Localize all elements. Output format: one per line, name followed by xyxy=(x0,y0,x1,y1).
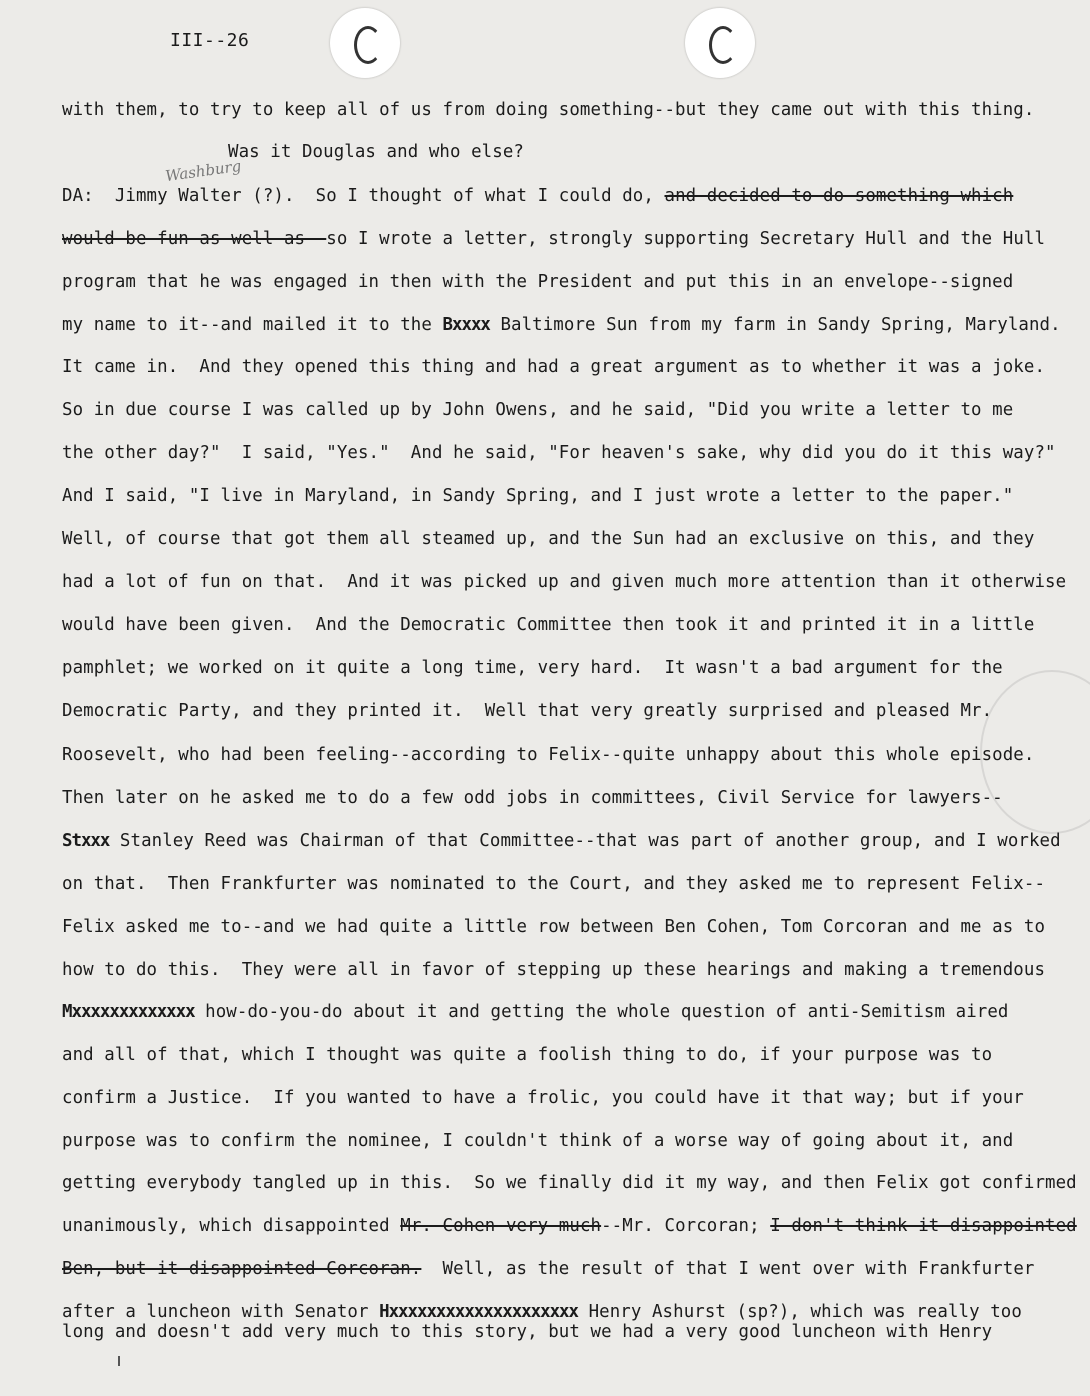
line-29-text-2: Henry Ashurst (sp?), which was really too xyxy=(588,1302,1022,1322)
text-line-15: Democratic Party, and they printed it. Well that very greatly surprised and pleased Mr. xyxy=(62,701,993,721)
handwritten-annotation: Washburg xyxy=(164,156,243,186)
text-line-2: Was it Douglas and who else? xyxy=(228,142,524,162)
xed-out-text: Mxxxxxxxxxxxxx xyxy=(62,1002,195,1022)
text-line-17: Then later on he asked me to do a few odd jobs in committees, Civil Service for lawyers-- xyxy=(62,788,1003,808)
text-line-26: getting everybody tangled up in this. So we finally did it my way, and then Felix got confirmed xyxy=(62,1173,1077,1193)
struck-text: I don't think it disappointed xyxy=(770,1216,1077,1236)
line-28-text: Well, as the result of that I went over with Frankfurter xyxy=(421,1259,1035,1279)
text-line-27 xyxy=(62,1216,1077,1236)
text-line-30: long and doesn't add very much to this story, but we had a very good luncheon with Henry xyxy=(62,1322,993,1342)
text-line-1: with them, to try to keep all of us from doing something--but they came out with this thing. xyxy=(62,100,1035,120)
struck-text: Mr. Cohen very much xyxy=(400,1216,602,1236)
line-27-text-2: --Mr. Corcoran; xyxy=(601,1216,771,1236)
line-18-text: Stanley Reed was Chairman of that Committee--that was part of another group, and I worked xyxy=(109,831,1061,851)
text-line-13: would have been given. And the Democratic Committee then took it and printed it in a little xyxy=(62,615,1035,635)
line-29-text: after a luncheon with Senator xyxy=(62,1302,369,1322)
page-number: III--26 xyxy=(170,30,250,51)
line-6-text-2: Baltimore Sun from my farm in Sandy Spring, Maryland. xyxy=(489,315,1061,335)
line-22-text: how-do-you-do about it and getting the whole question of anti-Semitism aired xyxy=(194,1002,1009,1022)
xed-out-text: Stxxx xyxy=(62,831,110,851)
line-27-text: unanimously, which disappointed xyxy=(62,1216,401,1236)
text-line-22 xyxy=(62,1002,1009,1022)
struck-text: and decided to do something which xyxy=(664,186,1014,206)
text-line-8: So in due course I was called up by John Owens, and he said, "Did you write a letter to me xyxy=(62,400,1014,420)
text-line-29 xyxy=(62,1302,1022,1322)
xed-out-text: Hxxxxxxxxxxxxxxxxxxxx xyxy=(379,1302,578,1322)
line-3-text: DA: Jimmy Walter (?). So I thought of what I could do, xyxy=(62,186,665,206)
text-line-16: Roosevelt, who had been feeling--according to Felix--quite unhappy about this whole episode. xyxy=(62,745,1035,765)
text-line-18 xyxy=(62,831,1061,851)
text-line-23: and all of that, which I thought was quite a foolish thing to do, if your purpose was to xyxy=(62,1045,993,1065)
text-line-4 xyxy=(62,229,1045,249)
stray-mark xyxy=(118,1356,120,1366)
xed-out-text: Bxxxx xyxy=(442,315,490,335)
line-4-text: so I wrote a letter, strongly supporting Secretary Hull and the Hull xyxy=(326,229,1046,249)
text-line-12: had a lot of fun on that. And it was picked up and given much more attention than it otherwise xyxy=(62,572,1067,592)
struck-text: Ben, but it disappointed Corcoran. xyxy=(62,1259,422,1279)
text-line-28 xyxy=(62,1259,1034,1279)
line-29-space-2 xyxy=(578,1302,589,1322)
text-line-14: pamphlet; we worked on it quite a long time, very hard. It wasn't a bad argument for the xyxy=(62,658,1003,678)
text-line-6 xyxy=(62,315,1061,335)
text-line-19: on that. Then Frankfurter was nominated to the Court, and they asked me to represent Felix-- xyxy=(62,874,1046,894)
text-line-20: Felix asked me to--and we had quite a little row between Ben Cohen, Tom Corcoran and me as to xyxy=(62,917,1046,937)
text-line-7: It came in. And they opened this thing and had a great argument as to whether it was a joke. xyxy=(62,357,1046,377)
text-line-24: confirm a Justice. If you wanted to have a frolic, you could have it that way; but if your xyxy=(62,1088,1024,1108)
text-line-9: the other day?" I said, "Yes." And he said, "For heaven's sake, why did you do it this way?" xyxy=(62,443,1056,463)
line-29-space xyxy=(369,1302,380,1322)
text-line-25: purpose was to confirm the nominee, I couldn't think of a worse way of going about it, and xyxy=(62,1131,1014,1151)
text-line-5: program that he was engaged in then with the President and put this in an envelope--signed xyxy=(62,272,1014,292)
punch-hole-right xyxy=(685,8,755,78)
text-line-3 xyxy=(62,186,1013,206)
text-line-10: And I said, "I live in Maryland, in Sandy Spring, and I just wrote a letter to the paper." xyxy=(62,486,1014,506)
text-line-21: how to do this. They were all in favor of stepping up these hearings and making a tremendous xyxy=(62,960,1046,980)
text-line-11: Well, of course that got them all steamed up, and the Sun had an exclusive on this, and they xyxy=(62,529,1035,549)
struck-text: would be fun as well as-- xyxy=(62,229,327,249)
punch-hole-left xyxy=(330,8,400,78)
line-6-text: my name to it--and mailed it to the xyxy=(62,315,443,335)
